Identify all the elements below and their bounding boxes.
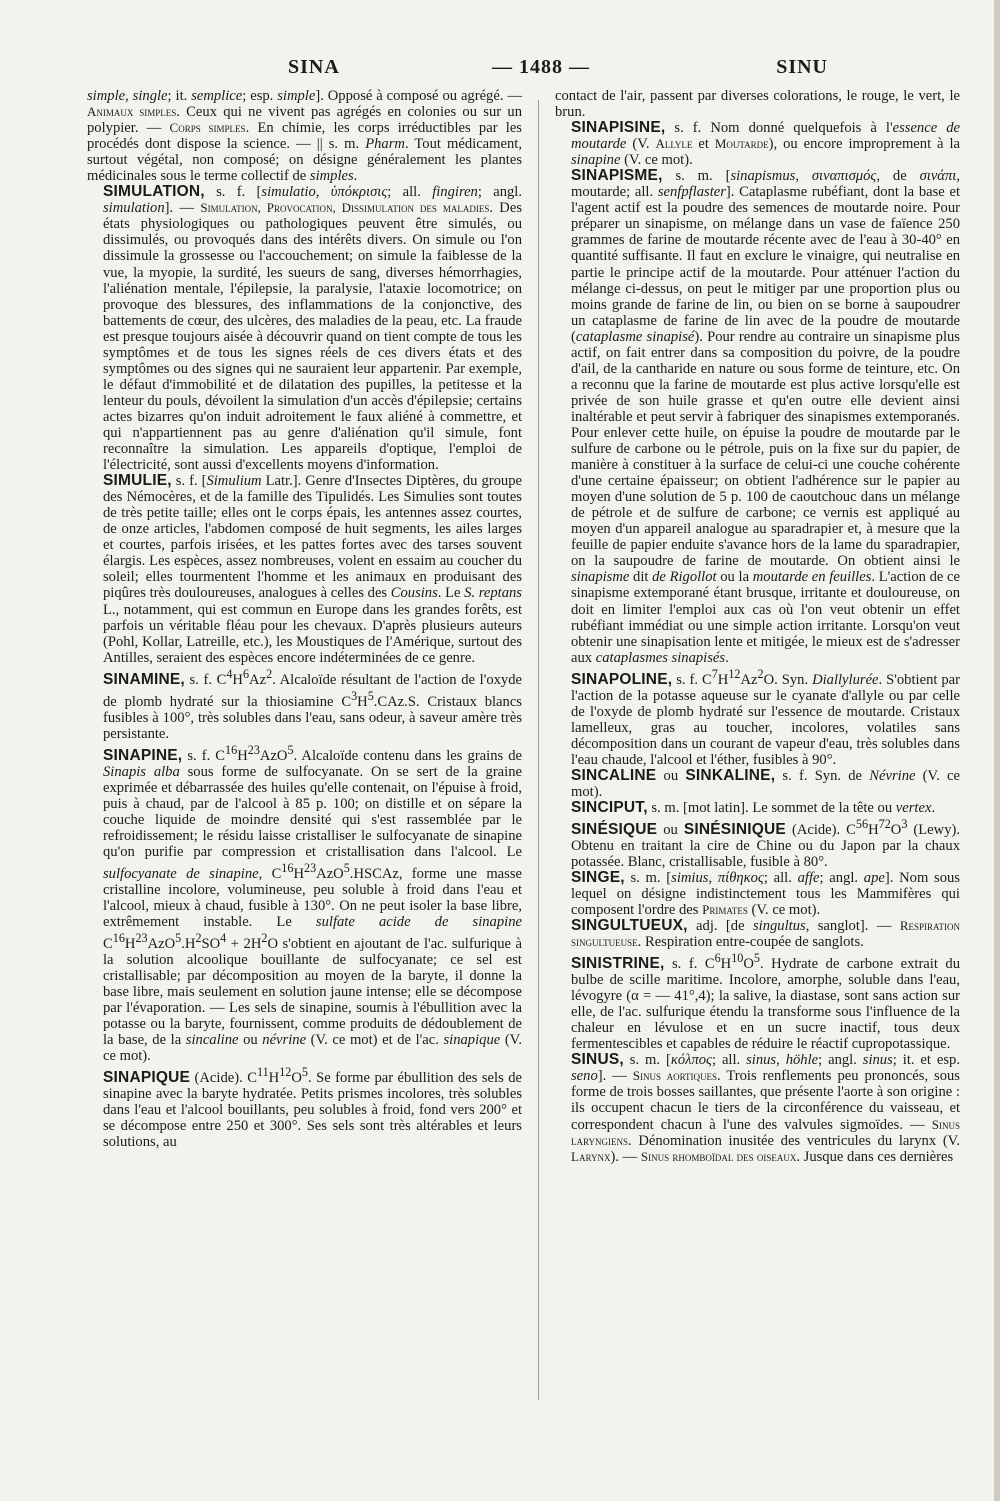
entry-headword: SINUS, — [571, 1051, 624, 1069]
entry-headword: SINCALINE — [571, 766, 657, 784]
dictionary-entry: SINGULTUEUX, adj. [de singultus, sanglot]. — Respiration singultueuse. Respiration entre-coupée de sanglots. — [571, 917, 961, 951]
entry-headword: SINGULTUEUX, — [571, 917, 688, 935]
dictionary-entry: SINAPOLINE, s. f. $C^7H^{12}Az^2O$. Syn. Diallylurée. S'obtient par l'action de la potasse aqueuse sur le cyanate d'allyle ou par celle de l'oxyde de plomb hydraté sur l'essence de moutarde. Cristaux lamelleux, gras au toucher, incolores, volatiles sans décomposition dans un courant de vapeur d'eau, très solubles dans l'eau chaude, l'alcool et l'éther, fusibles à 90°. — [571, 666, 961, 768]
entry-headword: SINAPISME, — [571, 167, 663, 185]
entry-headword: SIMULATION, — [103, 183, 205, 201]
dictionary-entry: SINAPINE, s. f. $C^{16}H^{23}AzO^5$. Alcaloïde contenu dans les grains de Sinapis alba sous forme de sulfocyanate. On se sert de la graine exprimée et débarrassée des huiles qu'elle contenait, on l'épuise à froid, puis à chaud, par de l'alcool à 85 p. 100; on distille et on sépare la couche liquide de moindre densité qui s'est rassemblée par le refroidissement; le résidu laisse cristalliser le sulfocyanate de sinapine qu'on purifie par compression et cristallisation dans l'alcool. Le sulfocyanate de sinapine, $C^{16}H^{23}AzO^5.HSCAz$, forme une masse cristalline incolore, volumineuse, peu soluble à froid dans l'eau et l'alcool, mieux à chaud, fusible à 130°. On ne peut isoler la base libre, extrêmement instable. Le sulfate acide de sinapine $C^{16}H^{23}AzO^5.H^2SO^4 + 2H^2O$ s'obtient en ajoutant de l'ac. sulfurique à la solution alcoolique bouillante de sulfocyanate; ce sel est cristallisable; par décomposition au moyen de la baryte, il donne la base libre, mais seulement en solution jaune intense; elle se décompose par l'évaporation. — Les sels de sinapine, soumis à l'ébullition avec la potasse ou la baryte, fournissent, comme produits de dédoublement de la base, de la sincaline ou névrine (V. ce mot) et de l'ac. sinapique (V. ce mot). — [103, 742, 523, 1065]
entry-headword: SINGE, — [571, 868, 625, 886]
entry-headword: SIMULIE, — [103, 472, 172, 490]
dictionary-entry: SINCIPUT, s. m. [mot latin]. Le sommet de la tête ou vertex. — [571, 798, 936, 816]
header-left-guide-word: SINA — [288, 56, 340, 78]
dictionary-entry: SINAPISINE, s. f. Nom donné quelquefois à l'essence de moutarde (V. Allyle et Moutarde), ou encore improprement à la sinapine (V. ce mot). — [571, 119, 960, 169]
dictionary-entry: SIMULIE, s. f. [Simulium Latr.]. Genre d'Insectes Diptères, du groupe des Némocères, et de la famille des Tipulidés. Les Simulies sont toutes de très petite taille; elles ont le corps épais, les antennes assez courtes, de onze articles, l'abdomen composé de huit segments, les ailes larges et courtes, parfois irisées, et les pattes fortes avec des tarses souvent élargis. Les espèces, assez nombreuses, volent en essaim au coucher du soleil; elles tourmentent l'homme et les animaux en produisant des piqûres très douloureuses, analogues à celles des Cousins. Le S. reptans L., notamment, qui est commun en Europe dans les grandes forêts, est parfois un véritable fléau pour les chevaux. D'après plusieurs auteurs (Pohl, Kollar, Latreille, etc.), les Moustiques de l'Amérique, surtout des Antilles, seraient des espèces encore indéterminées de ce genre. — [103, 472, 522, 666]
entry-headword: SINKALINE, — [685, 766, 776, 784]
page-edge — [994, 0, 1000, 1501]
entry-continuation: simple, single; it. semplice; esp. simple]. Opposé à composé ou agrégé. — Animaux simples. Ceux qui ne vivent pas agrégés en colonies ou sur un polypier. — Corps simples. En chimie, les corps irréductibles par les procédés dont dispose la science. — || s. m. Pharm. Tout médicament, surtout végétal, non composé; on désigne généralement les plantes médicinales sous le terme collectif de simples. — [87, 88, 522, 185]
entry-headword: SINAPOLINE, — [571, 670, 673, 688]
entry-headword: SINAPINE, — [103, 746, 183, 764]
entry-headword: SINAMINE, — [103, 670, 185, 688]
dictionary-entry: SINISTRINE, s. f. $C^6H^{10}O^5$. Hydrate de carbone extrait du bulbe de scille maritime. Incolore, amorphe, soluble dans l'eau, lévogyre (α = — 41°,4); la salive, la diastase, sont sans action sur elle, de l'ac. sulfurique étendu la transforme sous l'influence de la chaleur en lévulose et en un sucre inactif, tous deux fermentescibles et capables de réduire le réactif cupropotassique. — [571, 951, 960, 1053]
dictionary-entry: SINUS, s. m. [κόλπος; all. sinus, höhle; angl. sinus; it. et esp. seno]. — Sinus aortiques. Trois renflements peu prononcés, sous forme de trois bosses saillantes, que présente l'aorte à son origine : ils occupent chacun le tiers de la circonférence du vaisseau, et correspondent chacun à l'une des valvules sigmoïdes. — Sinus laryngiens. Dénomination inusitée des ventricules du larynx (V. Larynx). — Sinus rhomboïdal des oiseaux. Jusque dans ces dernières — [571, 1051, 960, 1165]
dictionary-entry: SINAMINE, s. f. $C^4H^6Az^2$. Alcaloïde résultant de l'action de l'oxyde de plomb hydraté sur la thiosiamine $C^3H^5.CAz.S$. Cristaux blancs fusibles à 100°, très solubles dans l'eau, sans odeur, à saveur amère très persistante. — [103, 666, 522, 742]
dictionary-entry: SIMULATION, s. f. [simulatio, ὑπόκρισις; all. fingiren; angl. simulation]. — Simulation, Provocation, Dissimulation des maladies. Des états physiologiques ou pathologiques peuvent être simulés, ou dissimulés, ou provoqués dans des intérêts divers. On simule ou l'on dissimule la grossesse ou l'accouchement; on simule la faiblesse de la vue, la myopie, la surdité, les sueurs de sang, diverses hémorrhagies, l'aliénation mentale, l'épilepsie, la paralysie, l'ataxie locomotrice; on provoque des blessures, des inflammations de la conjonctive, des battements de cœur, des ulcères, des maladies de la peau, etc. La fraude est presque toujours aisée à découvrir quand on tient compte de tous les symptômes et de tous les signes réels de ces divers états et des symptômes ou des signes qui ne sauraient leur appartenir. Par exemple, le défaut d'immobilité et de dilatation des pupilles, la petitesse et la lenteur du pouls, dévoilent la simulation d'un accès d'épilepsie; certains actes bizarres qu'on induit adroitement le faux aliéné à commettre, et qui n'appartiennent pas au genre d'aliénation qu'il simule, font reconnaître la simulation. Les appareils d'optique, l'emploi de l'électricité, sont aussi d'excellents moyens d'information. — [103, 183, 522, 474]
dictionary-entry: SINAPISME, s. m. [sinapismus, σιναπισμός, de σινάπι, moutarde; all. senfpflaster]. Cataplasme rubéfiant, dont la base et l'agent actif est la poudre des semences de moutarde noire. Pour préparer un sinapisme, on mélange dans un vase de faïence 250 grammes de farine de moutarde récente avec de l'eau à 30-40° en quantité suffisante. Il faut en exclure le vinaigre, qui neutralise en partie le principe actif de la moutarde. Pour atténuer l'action du mélange ci-dessus, on peut le mitiger par une proportion plus ou moins grande de farine de lin, ou bien on se borne à saupoudrer un cataplasme de farine de lin avec de la poudre de moutarde (cataplasme sinapisé). Pour rendre au contraire un sinapisme plus actif, on fait entrer dans sa composition du poivre, de la poudre d'ail, de la cantharide en nature ou sous forme de teinture, etc. On a reconnu que la farine de moutarde est plus active lorsqu'elle est privée de son huile grasse et qu'en outre elle devient ainsi inaltérable et peut servir à fabriquer des sinapismes extemporanés. Pour enlever cette huile, on épuise la poudre de moutarde par le sulfure de carbone ou le pétrole, puis on la fixe sur du papier, de manière à constituer à la surface de celui-ci une couche cohérente d'une certaine épaisseur; on obtient l'adhérence sur le papier au moyen d'une solution de 5 p. 100 de caoutchouc dans un mélange de pétrole et de sulfure de carbone; ce vernis est appliqué au moyen d'un appareil analogue au sparadrapier et, à mesure que la feuille de papier enduite s'avance hors de la lame du sparadrapier, on la saupoudre de farine de moutarde. On obtient ainsi le sinapisme dit de Rigollot ou la moutarde en feuilles. L'action de ce sinapisme extemporané étant brusque, irritante et douloureuse, on doit en limiter l'emploi aux cas où l'on veut obtenir un effet rubéfiant immédiat ou une simple action irritante. Lorsqu'on veut obtenir une sinapisation lente et mitigée, le mieux est de s'adresser aux cataplasmes sinapisés. — [571, 167, 960, 666]
entry-headword: SINAPIQUE — [103, 1068, 191, 1086]
entry-headword: SINAPISINE, — [571, 119, 666, 137]
header-right-guide-word: SINU — [776, 56, 828, 78]
dictionary-entry: SINCALINE ou SINKALINE, s. f. Syn. de Névrine (V. ce mot). — [571, 766, 961, 800]
dictionary-entry: SINÉSIQUE ou SINÉSINIQUE (Acide). $C^{56}H^{72}O^3$ (Lewy). Obtenu en traitant la cire de Chine ou du Japon par la chaux potassée. Blanc, cristallisable, fusible à 80°. — [571, 816, 961, 870]
page-number: — 1488 — — [492, 56, 590, 78]
entry-headword: SINÉSIQUE — [571, 820, 658, 838]
entry-headword: SINÉSINIQUE — [683, 820, 786, 838]
left-column — [87, 88, 522, 1150]
column-divider — [538, 100, 539, 1400]
entry-headword: SINISTRINE, — [571, 955, 665, 973]
running-header — [80, 56, 960, 86]
dictionary-entry: SINAPIQUE (Acide). $C^{11}H^{12}O^5$. Se forme par ébullition des sels de sinapine avec la baryte hydratée. Petits prismes incolores, très solubles dans l'eau et l'alcool bouillants, peu solubles à froid, fond vers 200° et se décompose entre 250 et 300°. Ses sels sont très altérables et leurs solutions, au — [103, 1065, 522, 1151]
entry-continuation: contact de l'air, passent par diverses colorations, le rouge, le vert, le brun. — [555, 88, 960, 121]
dictionary-entry: SINGE, s. m. [simius, πίθηκος; all. affe; angl. ape]. Nom sous lequel on désigne indistinctement tous les Mammifères qui composent l'ordre des Primates (V. ce mot). — [571, 868, 960, 919]
right-column — [555, 88, 960, 1165]
entry-headword: SINCIPUT, — [571, 798, 648, 816]
